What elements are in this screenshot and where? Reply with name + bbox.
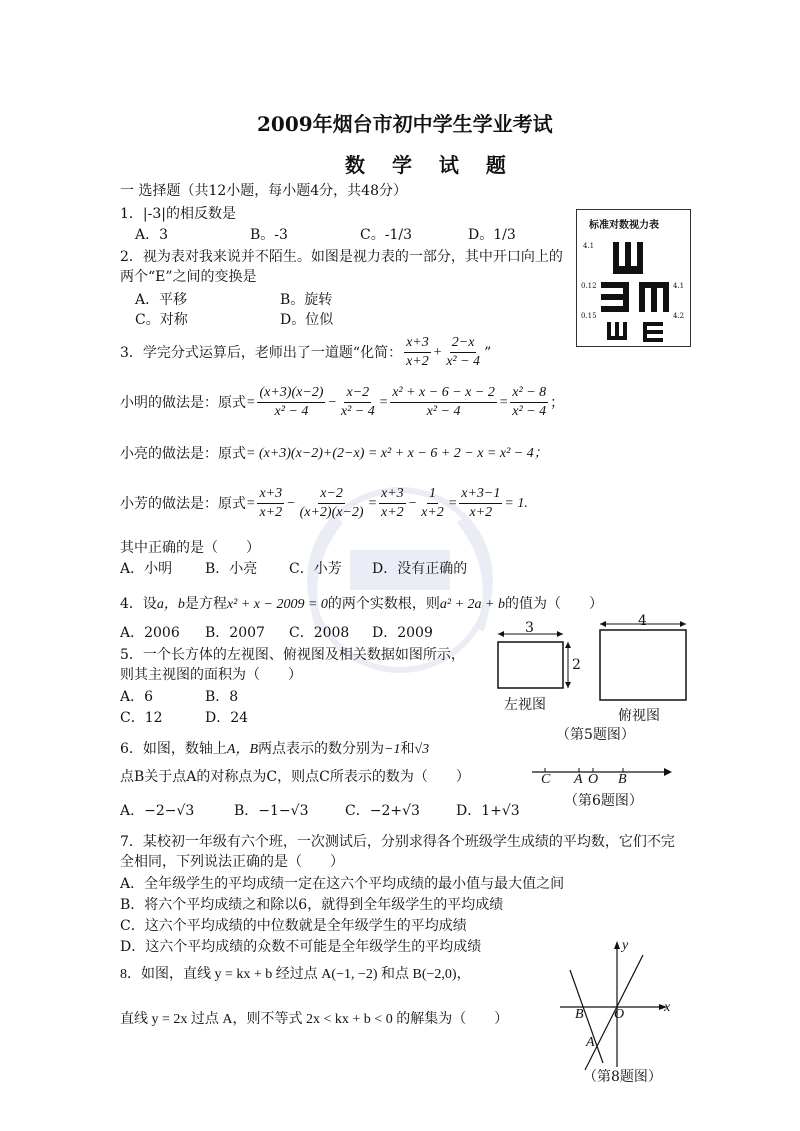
q5-option-c[interactable]: C．12 xyxy=(120,710,163,726)
q3-fraction-2: $\frac{2-x}{\text{x² − 4}}$ xyxy=(446,335,481,369)
q6-label-c: C xyxy=(541,772,551,787)
q3-xiaofang-line: 小芳的做法是：原式 = $\frac{x+3}{x+2}$ − $\frac{x-2}{(x+2)(x-2)}$ = $\frac{x+3}{x+2}$ − $\frac{1}{x+2}$ = $\frac{x+3-1}{x+2}$ = 1. xyxy=(120,486,528,520)
q5-stem-line2: 则其主视图的面积为（ ） xyxy=(120,667,302,683)
q2-option-c[interactable]: C。对称 xyxy=(135,312,188,328)
q4-stem-g: 的值为（ ） xyxy=(504,596,603,612)
q2-option-a[interactable]: A．平移 xyxy=(135,292,188,308)
eye-chart-right3-label: 4.2 xyxy=(673,312,685,320)
q8-stem-line2: 直线 y = 2x 过点 A，则不等式 2x < kx + b < 0 的解集为（ ） xyxy=(120,1012,509,1027)
q2-option-b[interactable]: B。旋转 xyxy=(280,292,333,308)
q7-option-b[interactable]: B．将六个平均成绩之和除以6，就得到全年级学生的平均成绩 xyxy=(120,897,504,913)
q3-ask: 其中正确的是（ ） xyxy=(120,540,260,556)
q2-stem-line1: 2．视为表对我来说并不陌生。如图是视力表的一部分，其中开口向上的 xyxy=(120,249,563,265)
eye-chart-title: 标准对数视力表 xyxy=(589,220,659,231)
q6-stem-points: A，B xyxy=(226,742,259,757)
q2-option-d[interactable]: D。位似 xyxy=(280,312,334,328)
page-subtitle: 数 学 试 题 xyxy=(345,153,516,177)
q6-option-d[interactable]: D．1+√3 xyxy=(456,803,520,819)
q6-option-a[interactable]: A．−2−√3 xyxy=(120,803,195,819)
q1-option-d[interactable]: D。1/3 xyxy=(468,227,516,243)
q6-option-c[interactable]: C．−2+√3 xyxy=(345,803,420,819)
q4-stem-a: 4．设 xyxy=(120,596,157,612)
q8-caption: （第8题图） xyxy=(583,1069,662,1085)
q3-stem-text: 3．学完分式运算后，老师出了一道题“化简： xyxy=(120,344,403,361)
q1-option-b[interactable]: B。-3 xyxy=(250,227,288,243)
q7-stem-line2: 全相同，下列说法正确的是（ ） xyxy=(120,854,344,870)
q3-xiaoliang-label: 小亮的做法是：原式 xyxy=(120,446,246,462)
q5-top-view-label: 俯视图 xyxy=(618,708,660,724)
q3-option-d[interactable]: D．没有正确的 xyxy=(372,561,468,577)
eye-chart-right2-label: 4.1 xyxy=(673,282,685,290)
q8-label-b: B xyxy=(575,1007,584,1022)
q3-option-b[interactable]: B．小亮 xyxy=(205,561,258,577)
q4-option-b[interactable]: B．2007 xyxy=(205,625,265,641)
q3-stem-end: ” xyxy=(484,344,492,361)
q5-option-d[interactable]: D．24 xyxy=(205,710,249,726)
q7-option-c[interactable]: C．这六个平均成绩的中位数就是全年级学生的平均成绩 xyxy=(120,918,467,934)
q5-dim-4: 4 xyxy=(638,613,647,629)
q6-stem-line2: 点B关于点A的对称点为C，则点C所表示的数为（ ） xyxy=(120,769,470,785)
q5-caption: （第5题图） xyxy=(556,727,635,743)
q3-fraction-1: $\frac{x+3}{x+2}$ xyxy=(406,335,429,369)
q3-stem: 3．学完分式运算后，老师出了一道题“化简： $\frac{x+3}{x+2}$ + $\frac{2-x}{\text{x² − 4}}$ ” xyxy=(120,335,492,369)
q4-expression: a² + 2a + b xyxy=(439,597,505,612)
eye-chart-row2-label: 0.12 xyxy=(581,282,597,290)
q3-option-a[interactable]: A．小明 xyxy=(120,561,173,577)
q3-xiaoming-label: 小明的做法是：原式 xyxy=(120,394,246,411)
q6-value-a: −1 xyxy=(384,742,401,757)
q3-xiaoliang-line xyxy=(120,445,548,463)
q6-stem-e: 和 xyxy=(400,741,415,757)
eye-chart-row3-label: 0.15 xyxy=(581,312,597,320)
q4-option-d[interactable]: D．2009 xyxy=(372,625,433,641)
q4-option-a[interactable]: A．2006 xyxy=(120,625,180,641)
eye-chart-figure xyxy=(576,209,691,347)
q4-equation: x² + x − 2009 = 0 xyxy=(226,597,328,612)
q8-label-y: y xyxy=(622,938,629,953)
q6-label-b: B xyxy=(618,772,627,787)
q5-dim-3: 3 xyxy=(525,620,534,636)
q8-coordinate-figure xyxy=(555,935,680,1075)
q5-option-b[interactable]: B．8 xyxy=(205,689,239,705)
eye-chart-e-symbols xyxy=(597,238,677,343)
q2-stem-line2: 两个“E”之间的变换是 xyxy=(120,269,257,285)
q6-value-b: √3 xyxy=(414,742,430,757)
q5-left-view-label: 左视图 xyxy=(504,697,546,713)
q1-option-a[interactable]: A．3 xyxy=(135,227,169,243)
q4-stem-e: 的两个实数根，则 xyxy=(327,596,440,612)
q6-label-a: A xyxy=(574,772,583,787)
q6-number-line xyxy=(530,760,675,790)
q5-option-a[interactable]: A．6 xyxy=(120,689,154,705)
q6-stem-line1 xyxy=(120,740,429,759)
q7-stem-line1: 7．某校初一年级有六个班，一次测试后，分别求得各个班级学生成绩的平均数，它们不完 xyxy=(120,834,675,850)
page-title: 2009年烟台市初中学生学业考试 xyxy=(257,112,553,136)
q8-stem-line1: 8．如图，直线 y = kx + b 经过点 A(−1, −2) 和点 B(−2,0)， xyxy=(120,967,471,982)
q7-option-a[interactable]: A．全年级学生的平均成绩一定在这六个平均成绩的最小值与最大值之间 xyxy=(120,876,565,892)
q6-stem-a: 6．如图，数轴上 xyxy=(120,741,227,757)
q3-xiaoliang-expr: = (x+3)(x−2)+(2−x) = x² + x − 6 + 2 − x = x² − 4； xyxy=(246,446,548,461)
q6-option-b[interactable]: B．−1−√3 xyxy=(234,803,309,819)
q8-label-a: A xyxy=(586,1035,595,1050)
q7-option-d[interactable]: D．这六个平均成绩的众数不可能是全年级学生的平均成绩 xyxy=(120,939,482,955)
q4-option-c[interactable]: C．2008 xyxy=(289,625,350,641)
q6-stem-c: 两点表示的数分别为 xyxy=(258,741,385,757)
q4-stem-c: 是方程 xyxy=(184,596,227,612)
q8-label-x: x xyxy=(664,1000,671,1015)
q6-label-o: O xyxy=(588,772,599,787)
q5-stem-line1: 5．一个长方体的左视图、俯视图及相关数据如图所示， xyxy=(120,647,465,663)
eye-chart-row1-label: 4.1 xyxy=(583,242,595,250)
q4-stem-vars: a，b xyxy=(156,597,185,612)
q1-stem: 1．|-3|的相反数是 xyxy=(120,206,236,222)
section-heading: 一 选择题（共12小题，每小题4分，共48分） xyxy=(120,183,407,199)
q6-caption: （第6题图） xyxy=(564,793,643,809)
q3-xiaoming-line: 小明的做法是：原式 = $\frac{(x+3)(x-2)}{\text{x² − 4}}$ − $\frac{x-2}{\text{x² − 4}}$ = $\frac{\text{x² + x − 6 − x − 2}}{\text{x² − 4}}$ = $\frac{\text{x² − 8}}{\text{x² − 4}}$ ； xyxy=(120,385,565,419)
q3-option-c[interactable]: C．小芳 xyxy=(289,561,342,577)
q1-option-c[interactable]: C。-1/3 xyxy=(360,227,412,243)
q5-dim-2: 2 xyxy=(572,657,581,673)
q8-label-o: O xyxy=(614,1007,625,1022)
q3-xiaofang-label: 小芳的做法是：原式 xyxy=(120,495,246,512)
